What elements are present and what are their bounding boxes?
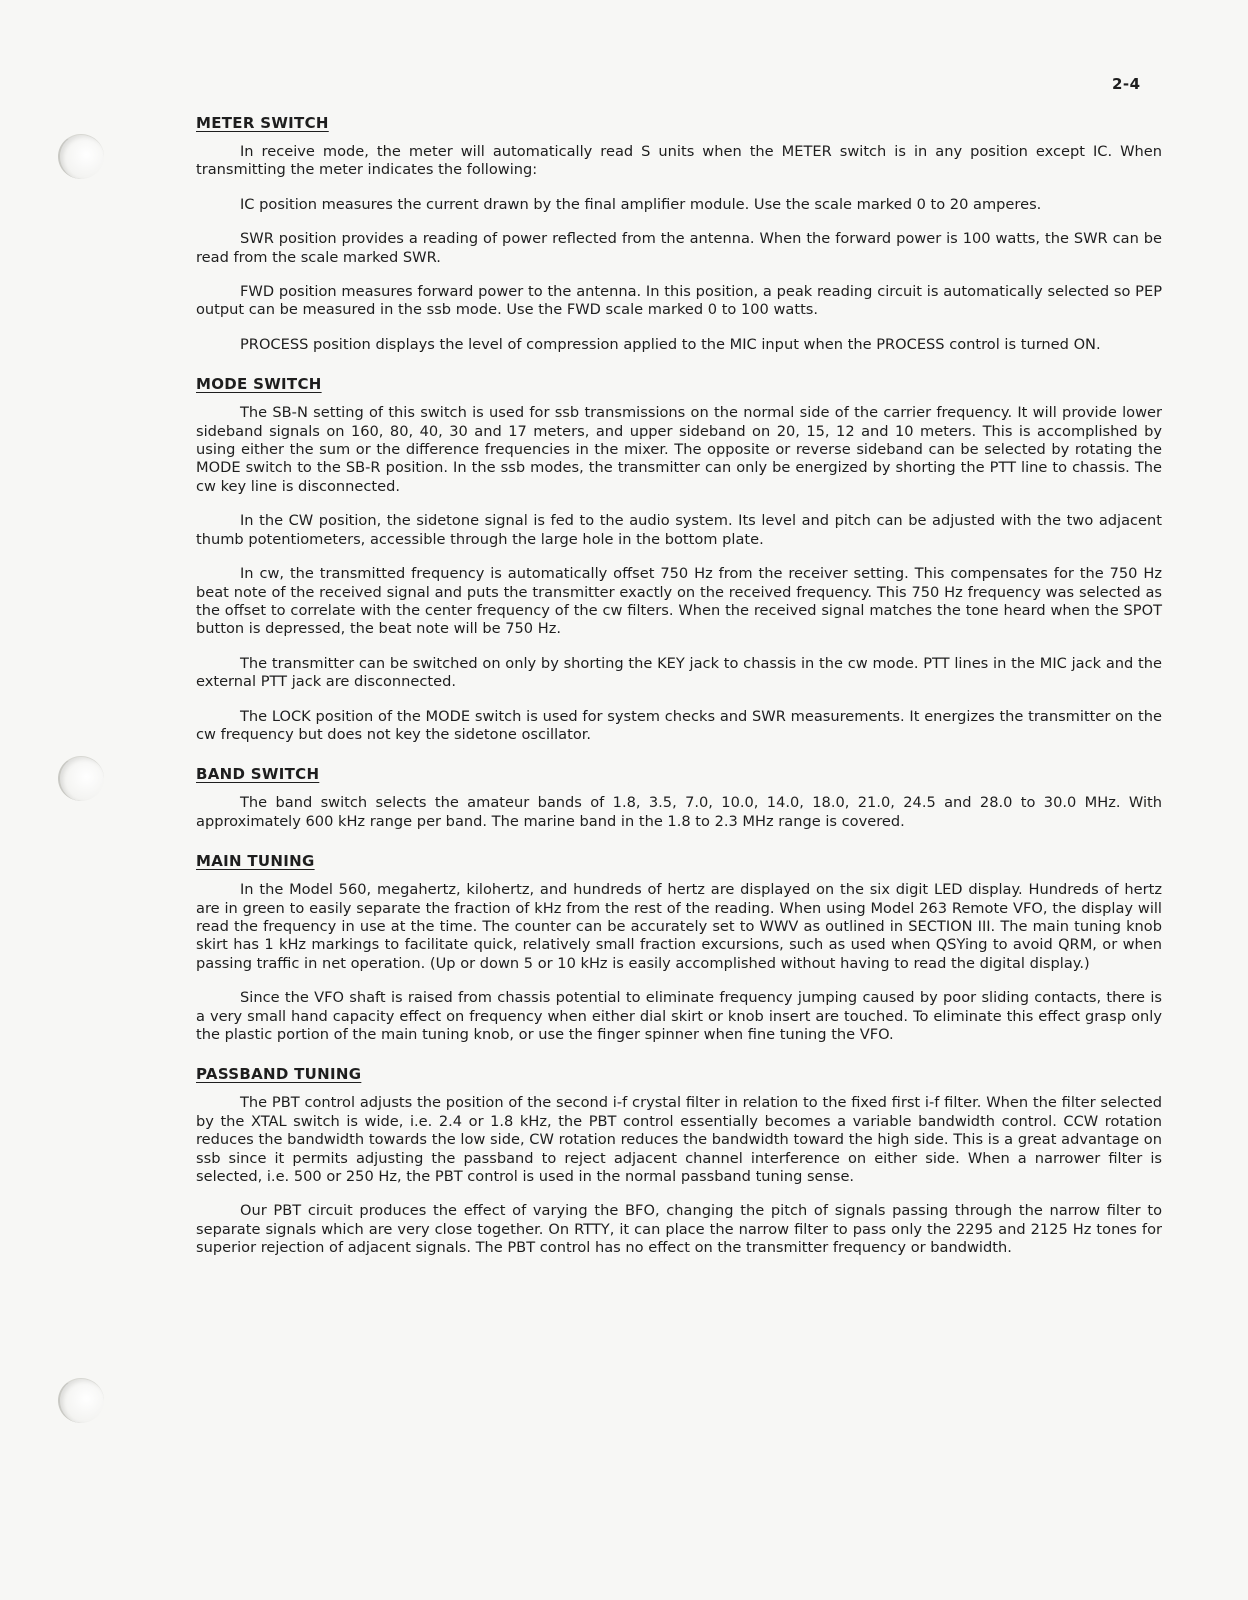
paragraph: IC position measures the current drawn by the final amplifier module. Use the scale marked 0 to 20 amperes. (240, 195, 1042, 213)
paragraph: The band switch selects the amateur bands of 1.8, 3.5, 7.0, 10.0, 14.0, 18.0, 21.0, 24.5 and 28.0 to 30.0 MHz. With approximately 600 kHz range per band. The marine band in the 1.8 to 2.3 MHz range is covered. (196, 794, 1162, 830)
section-heading: MODE SWITCH (196, 375, 322, 394)
paragraph: In receive mode, the meter will automatically read S units when the METER switch is in any position except IC. When transmitting the meter indicates the following: (196, 143, 1162, 179)
section-band-switch (196, 764, 1162, 831)
paragraph: The LOCK position of the MODE switch is used for system checks and SWR measurements. It energizes the transmitter on the cw frequency but does not key the sidetone oscillator. (196, 707, 1162, 743)
paragraph: PROCESS position displays the level of compression applied to the MIC input when the PROCESS control is turned ON. (240, 335, 1101, 353)
section-heading: PASSBAND TUNING (196, 1065, 362, 1084)
binder-hole-bottom (58, 1378, 104, 1423)
paragraph: SWR position provides a reading of power reflected from the antenna. When the forward power is 100 watts, the SWR can be read from the scale marked SWR. (196, 230, 1162, 266)
paragraph: The PBT control adjusts the position of the second i-f crystal filter in relation to the fixed first i-f filter. When the filter selected by the XTAL switch is wide, i.e. 2.4 or 1.8 kHz, the PBT control essentially becomes a variable bandwidth control. CCW rotation reduces the bandwidth towards the low side, CW rotation reduces the bandwidth toward the high side. This is a great advantage on ssb since it permits adjusting the passband to reject adjacent channel interference on either side. When a narrower filter is selected, i.e. 500 or 250 Hz, the PBT control is used in the normal passband tuning sense. (196, 1094, 1162, 1186)
document-body (196, 113, 1162, 1278)
paragraph: In the Model 560, megahertz, kilohertz, and hundreds of hertz are displayed on the six digit LED display. Hundreds of hertz are in green to easily separate the fraction of kHz from the rest of the reading. When using Model 263 Remote VFO, the display will read the frequency in use at the time. The counter can be accurately set to WWV as outlined in SECTION III. The main tuning knob skirt has 1 kHz markings to facilitate quick, relatively small fraction excursions, such as used when QSYing to avoid QRM, or when passing traffic in net operation. (Up or down 5 or 10 kHz is easily accomplished without having to read the digital display.) (196, 881, 1162, 972)
paragraph: The SB-N setting of this switch is used for ssb transmissions on the normal side of the carrier frequency. It will provide lower sideband signals on 160, 80, 40, 30 and 17 meters, and upper sideband on 20, 15, 12 and 10 meters. This is accomplished by using either the sum or the difference frequencies in the mixer. The opposite or reverse sideband can be selected by rotating the MODE switch to the SB-R position. In the ssb modes, the transmitter can only be energized by shorting the PTT line to chassis. The cw key line is disconnected. (196, 404, 1162, 495)
binder-hole-top (58, 134, 104, 179)
section-heading: METER SWITCH (196, 114, 329, 132)
paragraph: FWD position measures forward power to the antenna. In this position, a peak reading circuit is automatically selected so PEP output can be measured in the ssb mode. Use the FWD scale marked 0 to 100 watts. (196, 283, 1162, 319)
paragraph: In cw, the transmitted frequency is automatically offset 750 Hz from the receiver setting. This compensates for the 750 Hz beat note of the received signal and puts the transmitter exactly on the received frequency. This 750 Hz frequency was selected as the offset to correlate with the center frequency of the cw filters. When the received signal matches the tone heard when the SPOT button is depressed, the beat note will be 750 Hz. (196, 565, 1162, 638)
section-meter-switch (196, 113, 1162, 354)
binder-hole-middle (58, 756, 104, 801)
paragraph: Since the VFO shaft is raised from chassis potential to eliminate frequency jumping caused by poor sliding contacts, there is a very small hand capacity effect on frequency when either dial skirt or knob insert are touched. To eliminate this effect grasp only the plastic portion of the main tuning knob, or use the finger spinner when fine tuning the VFO. (196, 989, 1162, 1043)
paragraph: Our PBT circuit produces the effect of varying the BFO, changing the pitch of signals passing through the narrow filter to separate signals which are very close together. On RTTY, it can place the narrow filter to pass only the 2295 and 2125 Hz tones for superior rejection of adjacent signals. The PBT control has no effect on the transmitter frequency or bandwidth. (196, 1202, 1162, 1257)
paragraph: The transmitter can be switched on only by shorting the KEY jack to chassis in the cw mode. PTT lines in the MIC jack and the external PTT jack are disconnected. (196, 654, 1162, 691)
paragraph: In the CW position, the sidetone signal is fed to the audio system. Its level and pitch can be adjusted with the two adjacent thumb potentiometers, accessible through the large hole in the bottom plate. (196, 512, 1162, 548)
page-number: 2-4 (1112, 75, 1141, 93)
section-passband-tuning (196, 1064, 1162, 1257)
section-heading: BAND SWITCH (196, 765, 320, 784)
section-heading: MAIN TUNING (196, 852, 315, 871)
section-main-tuning (196, 851, 1162, 1044)
section-mode-switch (196, 374, 1162, 744)
